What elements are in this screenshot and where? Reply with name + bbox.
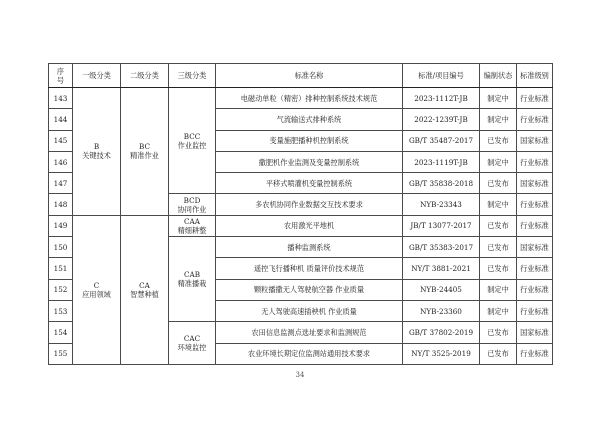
header-level: 标准级别 bbox=[517, 64, 553, 88]
row-standard-code: GB/T 37802-2019 bbox=[403, 322, 480, 343]
row-standard-name: 多农机协同作业数据交互技术要求 bbox=[216, 194, 403, 215]
row-standard-code: NYB-24405 bbox=[403, 279, 480, 300]
row-level: 行业标准 bbox=[517, 151, 553, 172]
row-status: 制定中 bbox=[480, 109, 517, 130]
row-seq: 145 bbox=[49, 130, 73, 151]
row-standard-name: 农用激光平地机 bbox=[216, 215, 403, 236]
row-level: 行业标准 bbox=[517, 215, 553, 236]
row-status: 制定中 bbox=[480, 88, 517, 109]
row-status: 制定中 bbox=[480, 151, 517, 172]
page-number: 34 bbox=[295, 371, 305, 379]
header-level2-category: 二级分类 bbox=[121, 64, 169, 88]
row-seq: 143 bbox=[49, 88, 73, 109]
row-seq: 146 bbox=[49, 151, 73, 172]
row-seq: 149 bbox=[49, 215, 73, 236]
row-level: 行业标准 bbox=[517, 300, 553, 321]
row-status: 已发布 bbox=[480, 322, 517, 343]
row-standard-code: NY/T 3881-2021 bbox=[403, 258, 480, 279]
table-row bbox=[49, 88, 553, 109]
row-level: 行业标准 bbox=[517, 194, 553, 215]
row-status: 已发布 bbox=[480, 258, 517, 279]
row-standard-code: GB/T 35487-2017 bbox=[403, 130, 480, 151]
row-level: 行业标准 bbox=[517, 279, 553, 300]
header-level1-category: 一级分类 bbox=[73, 64, 121, 88]
category-l1-b: B 关键技术 bbox=[73, 88, 121, 216]
header-status: 编制状态 bbox=[480, 64, 517, 88]
row-seq: 155 bbox=[49, 343, 73, 364]
row-level: 行业标准 bbox=[517, 88, 553, 109]
row-standard-code: GB/T 35383-2017 bbox=[403, 237, 480, 258]
row-standard-name: 农业环境长期定位监测站通用技术要求 bbox=[216, 343, 403, 364]
row-status: 已发布 bbox=[480, 343, 517, 364]
row-level: 行业标准 bbox=[517, 258, 553, 279]
category-l3-cab: CAB 精准播栽 bbox=[169, 237, 216, 322]
row-status: 制定中 bbox=[480, 300, 517, 321]
row-status: 制定中 bbox=[480, 194, 517, 215]
row-standard-code: NY/T 3525-2019 bbox=[403, 343, 480, 364]
table-row bbox=[49, 215, 553, 236]
row-level: 国家标准 bbox=[517, 237, 553, 258]
category-l2-ca: CA 智慧种植 bbox=[121, 215, 169, 364]
row-standard-name: 遥控飞行播种机 质量评价技术规范 bbox=[216, 258, 403, 279]
row-standard-code: NYB-23360 bbox=[403, 300, 480, 321]
category-l3-bcc: BCC 作业监控 bbox=[169, 88, 216, 194]
table-header-row bbox=[49, 64, 553, 88]
row-seq: 154 bbox=[49, 322, 73, 343]
row-standard-name: 颗粒播撒无人驾驶航空器 作业质量 bbox=[216, 279, 403, 300]
row-status: 已发布 bbox=[480, 173, 517, 194]
row-level: 国家标准 bbox=[517, 173, 553, 194]
row-seq: 144 bbox=[49, 109, 73, 130]
row-standard-name: 无人驾驶高速插秧机 作业质量 bbox=[216, 300, 403, 321]
row-status: 制定中 bbox=[480, 279, 517, 300]
row-standard-code: 2023-1119T-JB bbox=[403, 151, 480, 172]
standards-table bbox=[48, 63, 553, 365]
row-seq: 148 bbox=[49, 194, 73, 215]
category-l3-caa: CAA 精细耕整 bbox=[169, 215, 216, 236]
row-level: 国家标准 bbox=[517, 322, 553, 343]
row-status: 已发布 bbox=[480, 237, 517, 258]
category-l2-bc: BC 精准作业 bbox=[121, 88, 169, 216]
header-seq: 序 号 bbox=[49, 64, 73, 88]
row-status: 已发布 bbox=[480, 215, 517, 236]
header-standard-name: 标准名称 bbox=[216, 64, 403, 88]
row-standard-name: 播种监测系统 bbox=[216, 237, 403, 258]
header-standard-code: 标准/项目编号 bbox=[403, 64, 480, 88]
row-seq: 153 bbox=[49, 300, 73, 321]
category-l3-cac: CAC 环境监控 bbox=[169, 322, 216, 365]
header-level3-category: 三级分类 bbox=[169, 64, 216, 88]
row-seq: 151 bbox=[49, 258, 73, 279]
row-level: 行业标准 bbox=[517, 109, 553, 130]
row-standard-name: 电磁动单粒（精密）排种控制系统技术规范 bbox=[216, 88, 403, 109]
row-standard-name: 撒肥机作业监测及变量控制系统 bbox=[216, 151, 403, 172]
row-standard-code: NYB-23343 bbox=[403, 194, 480, 215]
row-standard-name: 平移式喷灌机变量控制系统 bbox=[216, 173, 403, 194]
row-status: 已发布 bbox=[480, 130, 517, 151]
row-seq: 152 bbox=[49, 279, 73, 300]
row-seq: 150 bbox=[49, 237, 73, 258]
row-standard-code: 2022-1239T-JB bbox=[403, 109, 480, 130]
category-l3-bcd: BCD 协同作业 bbox=[169, 194, 216, 215]
row-level: 行业标准 bbox=[517, 343, 553, 364]
row-level: 国家标准 bbox=[517, 130, 553, 151]
category-l1-c: C 应用领域 bbox=[73, 215, 121, 364]
row-standard-name: 农田信息监测点选址要求和监测规范 bbox=[216, 322, 403, 343]
row-standard-code: GB/T 35838-2018 bbox=[403, 173, 480, 194]
row-standard-code: 2023-1112T-JB bbox=[403, 88, 480, 109]
row-standard-name: 气流输送式排种系统 bbox=[216, 109, 403, 130]
row-seq: 147 bbox=[49, 173, 73, 194]
row-standard-name: 变量施肥播种机控制系统 bbox=[216, 130, 403, 151]
row-standard-code: JB/T 13077-2017 bbox=[403, 215, 480, 236]
